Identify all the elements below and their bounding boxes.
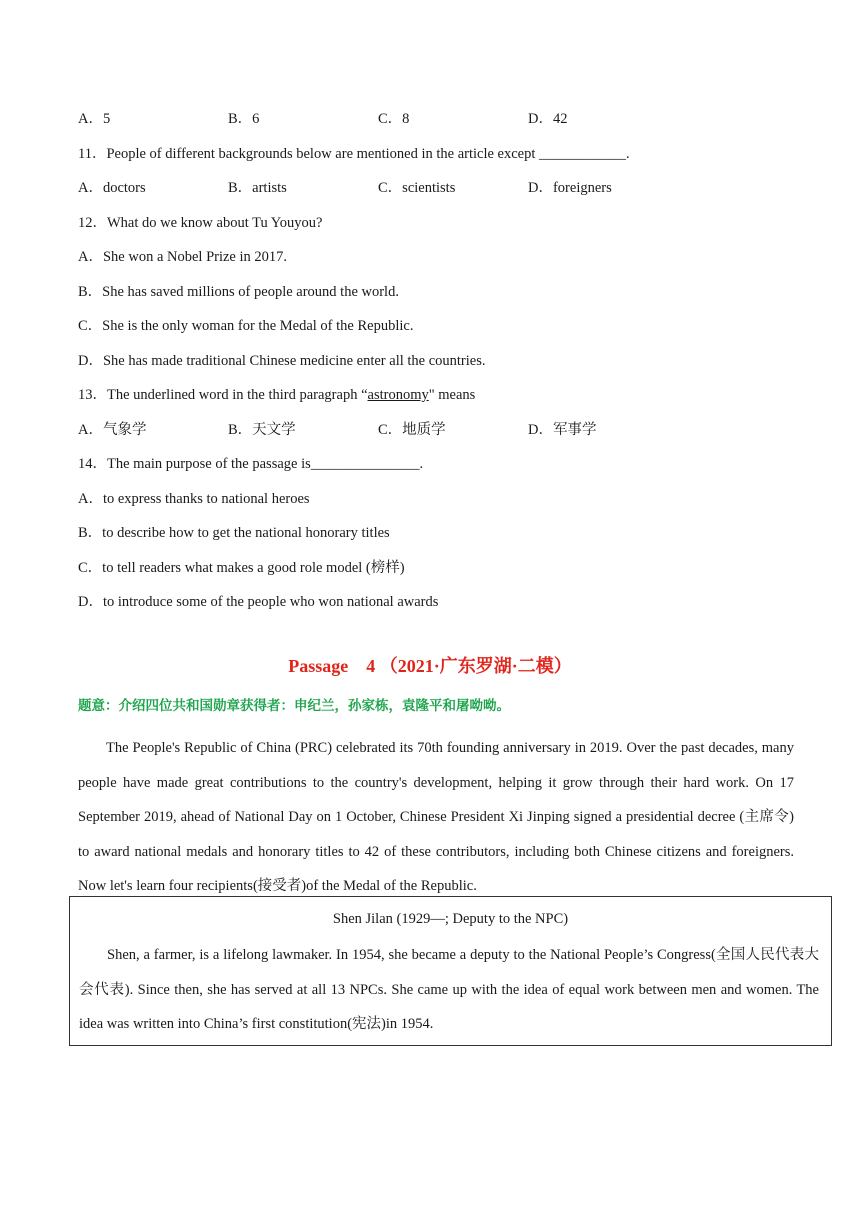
q14-option-b: B．to describe how to get the national honorary titles: [78, 525, 390, 541]
q12-option-b: B．She has saved millions of people around the world.: [78, 284, 399, 300]
q10-option-a: A．5: [78, 111, 111, 127]
q13-underlined-word: astronomy: [367, 387, 429, 403]
passage-paragraph: The People's Republic of China (PRC) celebrated its 70th founding anniversary in 2019. Over the past decades, many people have made great contributions to the country's development, helping it grow through their hard work. On 17 September 2019, ahead of National Day on 1 October, Chinese President Xi Jinping signed a presidential decree (主席令) to award national medals and honorary titles to 42 of these contributors, including both Chinese citizens and foreigners. Now let's learn four recipients(接受者)of the Medal of the Republic.: [78, 740, 794, 894]
q11-option-b: B．artists: [228, 180, 287, 196]
passage-theme: 题意：介绍四位共和国勋章获得者：申纪兰，孙家栋，袁隆平和屠呦呦。: [78, 698, 510, 713]
q11-option-d: D．foreigners: [528, 180, 612, 196]
q10-option-b: B．6: [228, 111, 260, 127]
q13-option-b: B．天文学: [228, 422, 296, 438]
q14-option-a: A．to express thanks to national heroes: [78, 491, 310, 507]
q14-option-c: C．to tell readers what makes a good role model (榜样): [78, 560, 405, 576]
q10-option-c: C．8: [378, 111, 410, 127]
q14-question: 14．The main purpose of the passage is_______________.: [78, 456, 424, 472]
q14-option-d: D．to introduce some of the people who won national awards: [78, 594, 439, 610]
recipient-box-text: Shen, a farmer, is a lifelong lawmaker. In 1954, she became a deputy to the National People’s Congress(全国人民代表大会代表). Since then, she has served at all 13 NPCs. She came up with the idea of equal work between men and women. The idea was written into China’s first constitution(宪法)in 1954.: [79, 947, 819, 1032]
q13-question-end: " means: [428, 387, 476, 403]
recipient-box-title: Shen Jilan (1929—; Deputy to the NPC): [332, 911, 569, 927]
q13-option-a: A．气象学: [78, 422, 147, 438]
q13-option-d: D．军事学: [528, 422, 597, 438]
q11-option-a: A．doctors: [78, 180, 146, 196]
q12-question: 12．What do we know about Tu Youyou?: [78, 215, 323, 231]
q11-question: 11．People of different backgrounds below are mentioned in the article except ____________.: [78, 146, 630, 162]
q11-option-c: C．scientists: [378, 180, 456, 196]
q12-option-a: A．She won a Nobel Prize in 2017.: [78, 249, 288, 265]
q13-question: [78, 385, 475, 405]
q11-options: [78, 178, 718, 198]
q13-option-c: C．地质学: [378, 422, 446, 438]
q13-question-start: 13．The underlined word in the third paragraph “: [78, 387, 368, 403]
q10-option-d: D．42: [528, 111, 568, 127]
q12-option-c: C．She is the only woman for the Medal of the Republic.: [78, 318, 414, 334]
q13-options: [78, 420, 718, 440]
q10-options: [78, 109, 718, 129]
q12-option-d: D．She has made traditional Chinese medicine enter all the countries.: [78, 353, 486, 369]
recipient-box: [69, 896, 832, 1046]
passage-title: Passage 4 （2021·广东罗湖·二模）: [288, 656, 572, 676]
